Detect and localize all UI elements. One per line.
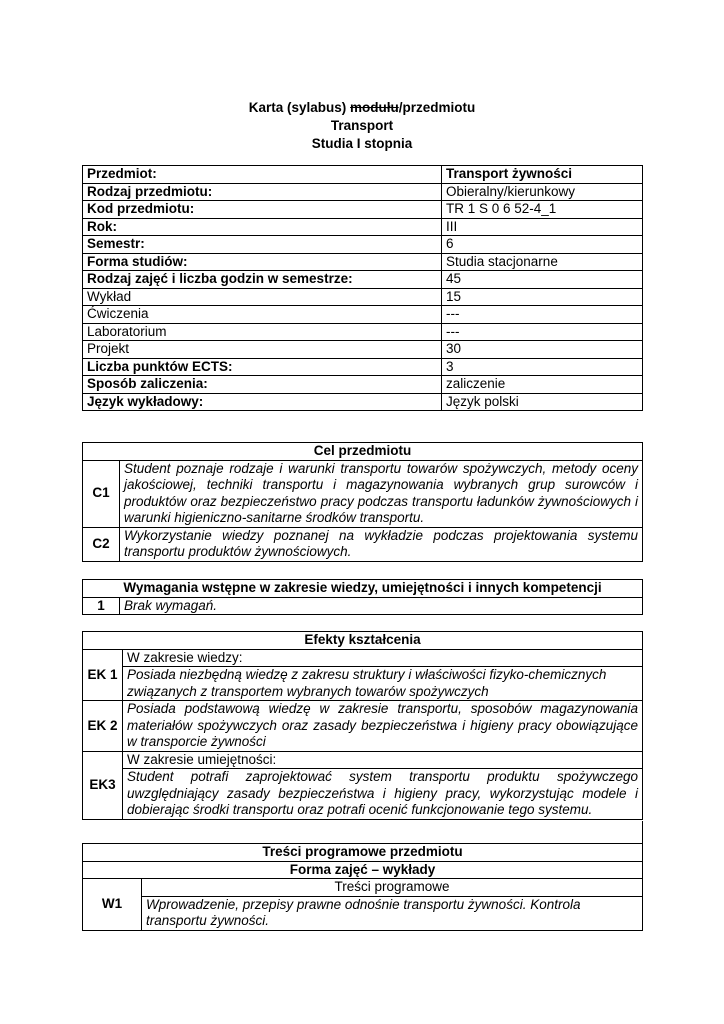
info-label: Forma studiów: <box>83 253 442 271</box>
info-row <box>83 236 643 254</box>
info-label: Kod przedmiotu: <box>83 201 442 219</box>
outcomes-header: Efekty kształcenia <box>83 632 643 650</box>
info-value: 3 <box>442 358 643 376</box>
info-row <box>83 201 643 219</box>
info-row <box>83 218 643 236</box>
info-row <box>83 323 643 341</box>
outcome-code: EK 2 <box>83 701 123 752</box>
info-value: 30 <box>442 341 643 359</box>
program-form: Forma zajęć – wykłady <box>83 861 643 879</box>
info-label: Rodzaj zajęć i liczba godzin w semestrze: <box>83 271 442 289</box>
outcome-text: Posiada niezbędną wiedzę z zakresu struktury i właściwości fizyko-chemicznych związanych z transportem wybranych towarów spożywczych <box>123 667 643 701</box>
info-value: TR 1 S 0 6 52-4_1 <box>442 201 643 219</box>
info-value: Studia stacjonarne <box>442 253 643 271</box>
program-content-table <box>82 843 643 931</box>
prerequisites-header: Wymagania wstępne w zakresie wiedzy, umiejętności i innych kompetencji <box>83 580 643 598</box>
outcome-text: Posiada podstawową wiedzę w zakresie transportu, sposobów magazynowania materiałów spożywczych oraz zasady bezpieczeństwa i higieny pracy obowiązujące w transporcie żywności <box>123 701 643 752</box>
info-label: Semestr: <box>83 236 442 254</box>
outcome-code: EK3 <box>83 751 123 819</box>
info-value: --- <box>442 306 643 324</box>
info-row <box>83 271 643 289</box>
document-title <box>0 99 724 153</box>
title-line-3: Studia I stopnia <box>311 136 413 151</box>
info-row <box>83 393 643 411</box>
info-label: Liczba punktów ECTS: <box>83 358 442 376</box>
info-value: Obieralny/kierunkowy <box>442 183 643 201</box>
info-value: zaliczenie <box>442 376 643 394</box>
title-line-2: Transport <box>330 118 394 133</box>
goal-text: Wykorzystanie wiedzy poznanej na wykładzie podczas projektowania systemu transportu produktów żywnościowych. <box>120 527 643 561</box>
info-label: Rok: <box>83 218 442 236</box>
info-value: 45 <box>442 271 643 289</box>
info-value: III <box>442 218 643 236</box>
info-label: Sposób zaliczenia: <box>83 376 442 394</box>
prerequisite-text: Brak wymagań. <box>120 597 643 615</box>
info-row <box>83 341 643 359</box>
learning-outcomes-table <box>82 631 643 820</box>
program-subheader: Treści programowe <box>142 879 643 897</box>
info-value: 15 <box>442 288 643 306</box>
info-label: Laboratorium <box>83 323 442 341</box>
outcomes-section-skills: W zakresie umiejętności: <box>123 751 643 769</box>
program-code: W1 <box>83 879 142 931</box>
info-value: Transport żywności <box>442 166 643 184</box>
info-row <box>83 306 643 324</box>
outcome-code: EK 1 <box>83 649 123 701</box>
table-border-segment <box>642 821 643 843</box>
info-row <box>83 288 643 306</box>
course-goals-table <box>82 442 643 562</box>
program-text: Wprowadzenie, przepisy prawne odnośnie transportu żywności. Kontrola transportu żywności. <box>142 896 643 930</box>
course-info-table <box>82 165 643 411</box>
outcome-text: Student potrafi zaprojektować system transportu produktu spożywczego uwzględniający zasady bezpieczeństwa i higieny pracy, wykorzystując modele i dobierając środki transportu oraz potrafi ocenić funkcjonowanie tego systemu. <box>123 769 643 820</box>
info-value: --- <box>442 323 643 341</box>
info-value: Język polski <box>442 393 643 411</box>
title-line-1: Karta (sylabus) modułu/przedmiotu <box>248 100 476 115</box>
prerequisites-table <box>82 579 643 615</box>
info-row <box>83 376 643 394</box>
info-row <box>83 166 643 184</box>
outcomes-section-knowledge: W zakresie wiedzy: <box>123 649 643 667</box>
prerequisite-code: 1 <box>83 597 120 615</box>
info-label: Język wykładowy: <box>83 393 442 411</box>
goals-header: Cel przedmiotu <box>83 443 643 461</box>
program-header: Treści programowe przedmiotu <box>83 844 643 862</box>
info-label: Ćwiczenia <box>83 306 442 324</box>
info-label: Rodzaj przedmiotu: <box>83 183 442 201</box>
info-label: Przedmiot: <box>83 166 442 184</box>
info-row <box>83 183 643 201</box>
goal-code: C1 <box>83 460 120 527</box>
info-row <box>83 253 643 271</box>
goal-code: C2 <box>83 527 120 561</box>
info-row <box>83 358 643 376</box>
goal-text: Student poznaje rodzaje i warunki transportu towarów spożywczych, metody oceny jakościowej, techniki transportu i magazynowania wybranych grup surowców i produktów oraz bezpieczeństwo pracy podczas transportu ładunków żywnościowych i warunki higieniczno-sanitarne środków transportu. <box>120 460 643 527</box>
info-value: 6 <box>442 236 643 254</box>
info-label: Wykład <box>83 288 442 306</box>
info-label: Projekt <box>83 341 442 359</box>
